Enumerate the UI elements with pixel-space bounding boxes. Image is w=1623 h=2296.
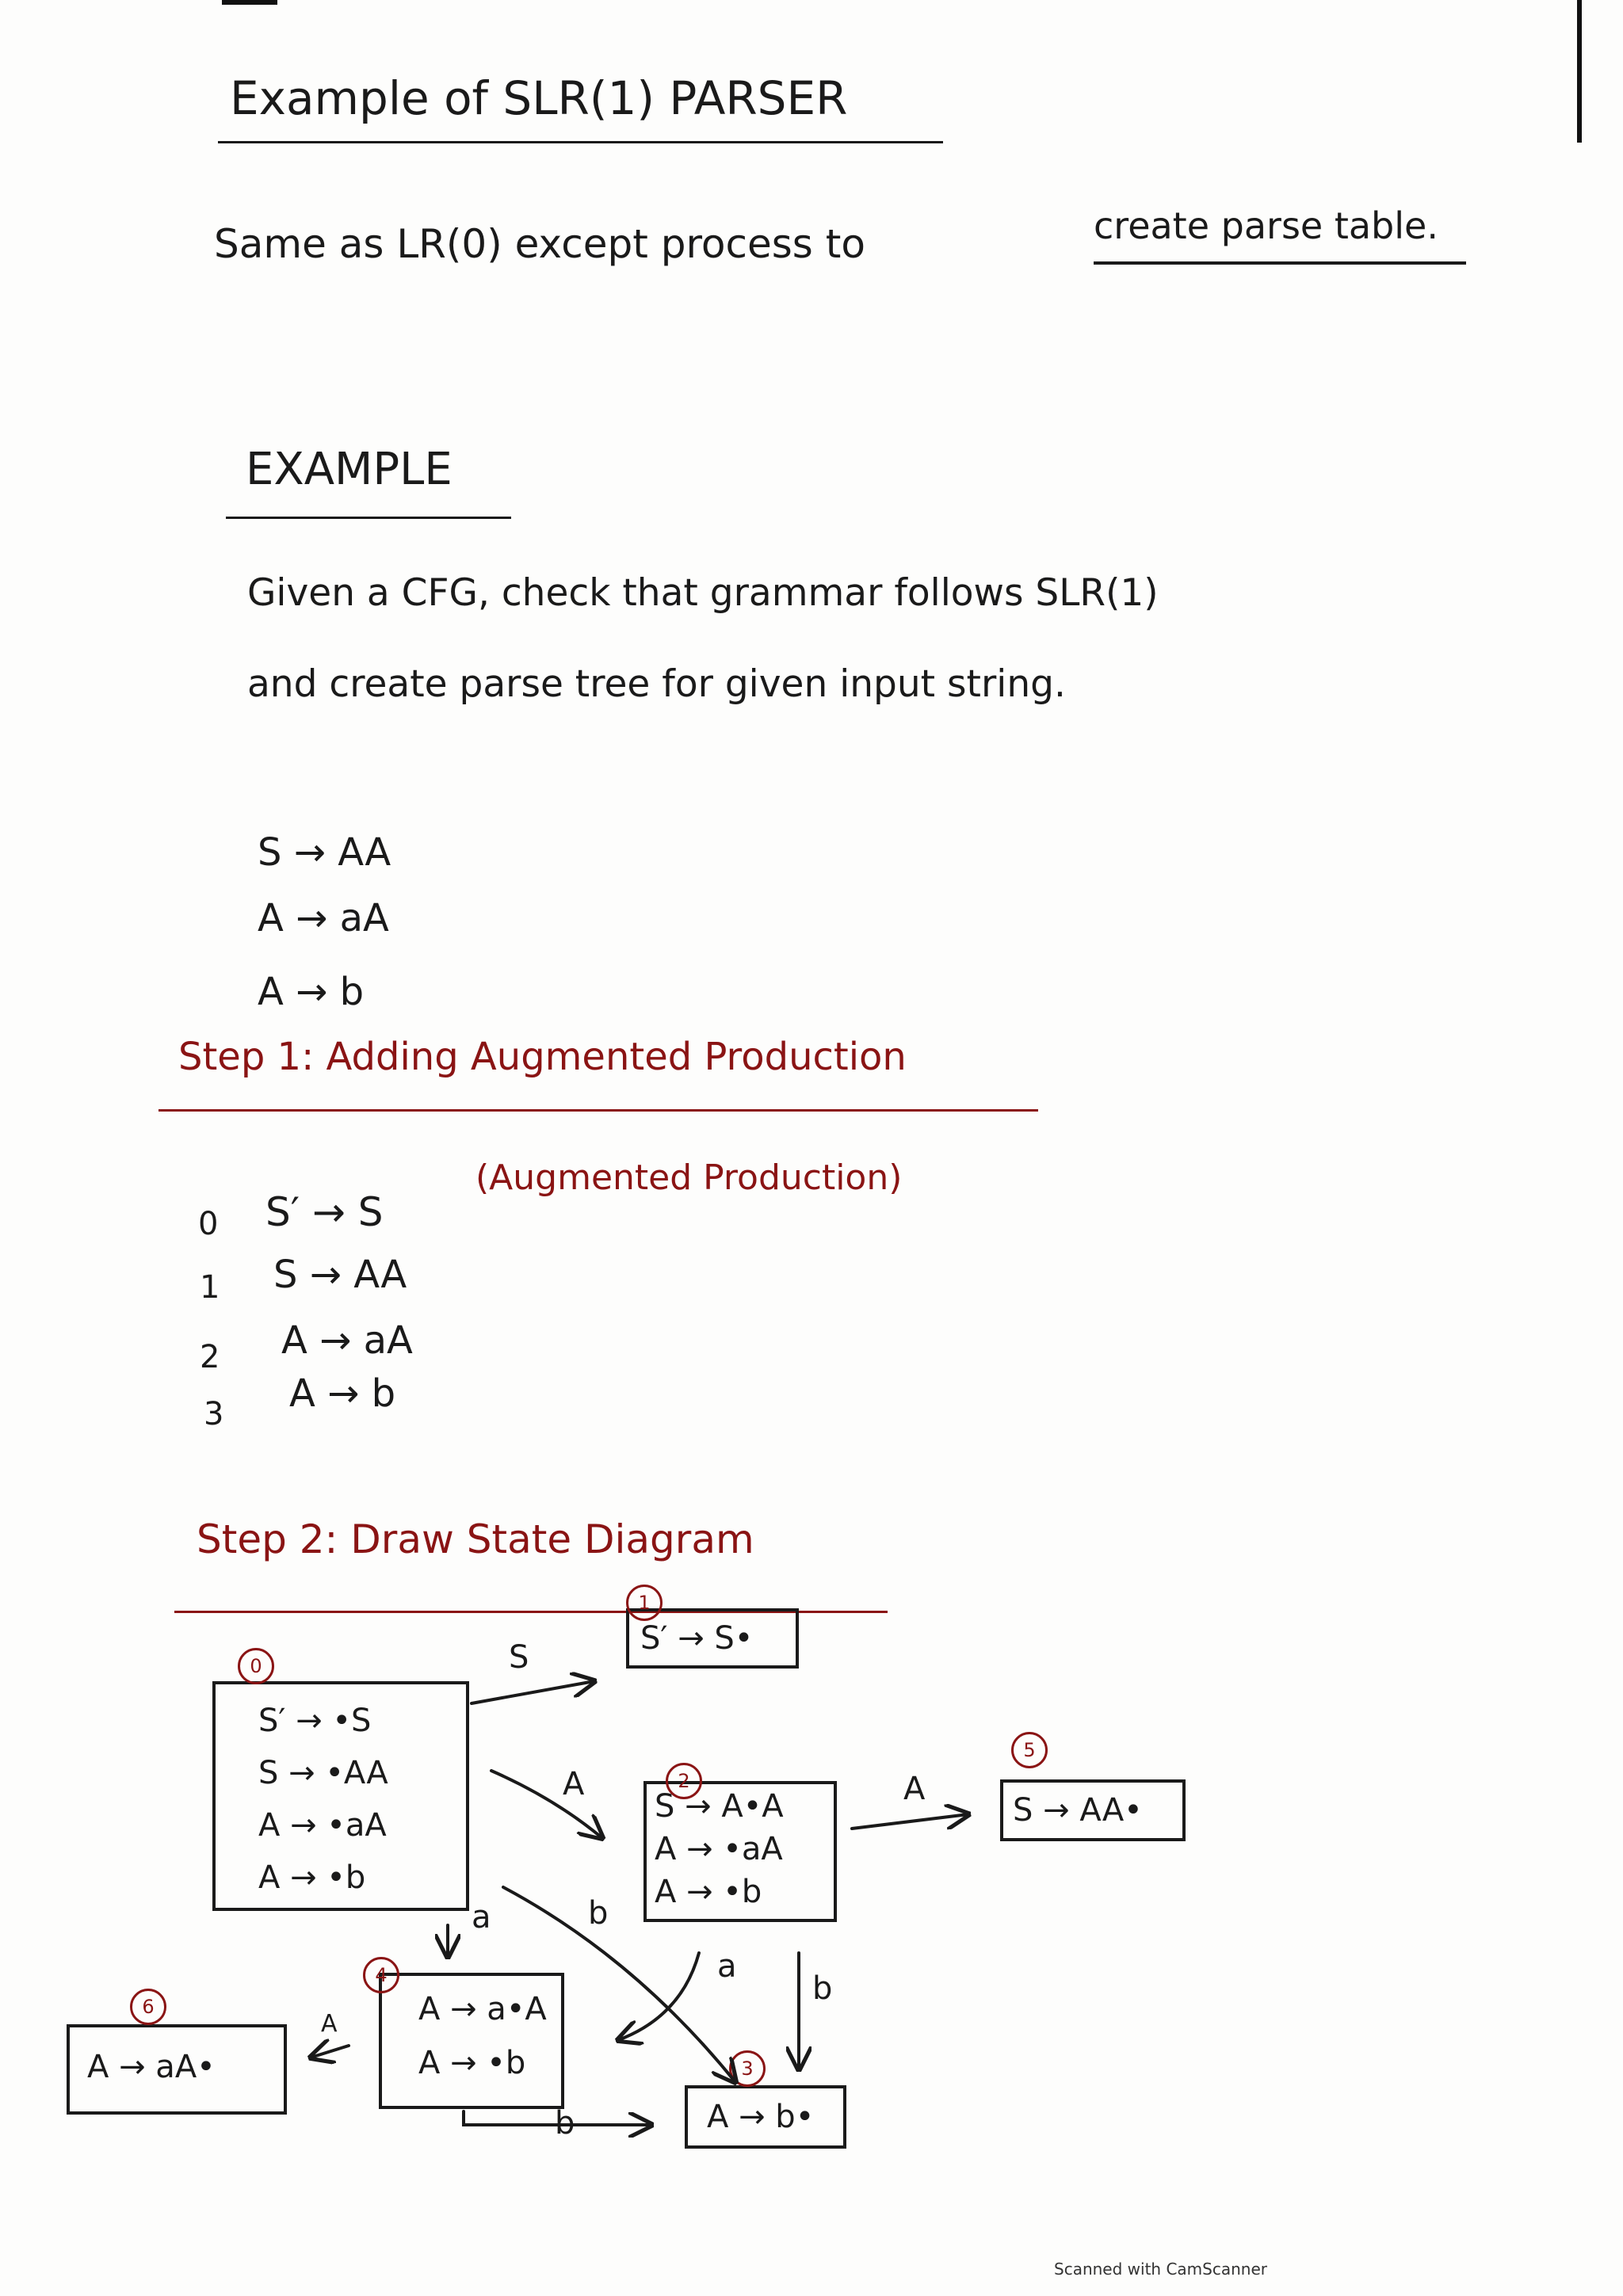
transition-label: b — [588, 1895, 609, 1932]
example-heading: EXAMPLE — [246, 444, 453, 495]
state-0-badge: 0 — [238, 1648, 274, 1684]
transition-label: b — [555, 2105, 575, 2142]
step2-heading: Step 2: Draw State Diagram — [197, 1516, 754, 1562]
state-3-badge: 3 — [729, 2050, 766, 2087]
arrow-s2-s5 — [852, 1814, 968, 1829]
state-6-badge: 6 — [130, 1989, 166, 2025]
production-rule: A → aA — [281, 1318, 413, 1363]
state-item: A → •aA — [655, 1831, 783, 1867]
state-item: S′ → •S — [258, 1703, 372, 1739]
grammar-rule: S → AA — [258, 830, 391, 875]
state-item: S′ → S• — [640, 1620, 754, 1657]
state-item: A → •b — [655, 1874, 762, 1910]
state-2-badge: 2 — [666, 1763, 702, 1799]
arrow-s4-s6 — [311, 2046, 349, 2058]
state-item: S → AA• — [1013, 1792, 1143, 1829]
grammar-rule: A → b — [258, 970, 365, 1014]
production-number: 0 — [198, 1206, 219, 1242]
state-item: A → •aA — [258, 1807, 387, 1844]
state-item: A → b• — [707, 2099, 815, 2135]
state-item: A → •b — [258, 1859, 366, 1896]
state-item: S → •AA — [258, 1755, 388, 1791]
state-item: A → aA• — [87, 2049, 216, 2085]
production-note: (Augmented Production) — [475, 1158, 903, 1198]
page-title: Example of SLR(1) PARSER — [230, 71, 848, 125]
production-number: 3 — [204, 1396, 224, 1432]
grammar-rule: A → aA — [258, 896, 389, 940]
transition-label: A — [563, 1766, 585, 1802]
arrow-s0-s3 — [503, 1887, 735, 2082]
production-number: 1 — [200, 1269, 220, 1306]
intro-underlined-text: create parse table. — [1094, 204, 1438, 247]
production-rule: A → b — [289, 1371, 396, 1416]
state-item: A → •b — [418, 2045, 526, 2081]
step1-heading: Step 1: Adding Augmented Production — [178, 1035, 907, 1079]
state-1-badge: 1 — [626, 1585, 663, 1621]
state-4-badge: 4 — [363, 1957, 399, 1993]
intro-text: Same as LR(0) except process to — [214, 221, 865, 267]
production-rule: S → AA — [273, 1253, 407, 1297]
scanner-watermark: Scanned with CamScanner — [1054, 2260, 1267, 2279]
production-number: 2 — [200, 1339, 220, 1375]
transition-label: a — [717, 1948, 737, 1985]
arrow-s0-s1 — [472, 1681, 594, 1703]
transition-label: A — [903, 1771, 926, 1807]
transition-label: S — [509, 1639, 529, 1676]
state-item: A → a•A — [418, 1991, 547, 2027]
transition-label: b — [812, 1970, 833, 2007]
production-rule: S′ → S — [265, 1189, 384, 1235]
state-5-badge: 5 — [1011, 1732, 1048, 1768]
arrow-s0-s2 — [491, 1771, 602, 1838]
problem-line-1: Given a CFG, check that grammar follows SLR(1) — [247, 571, 1159, 615]
transition-label: A — [321, 2010, 338, 2038]
state-item: S → A•A — [655, 1788, 784, 1825]
problem-line-2: and create parse tree for given input string. — [247, 662, 1066, 706]
transition-label: a — [472, 1899, 491, 1936]
